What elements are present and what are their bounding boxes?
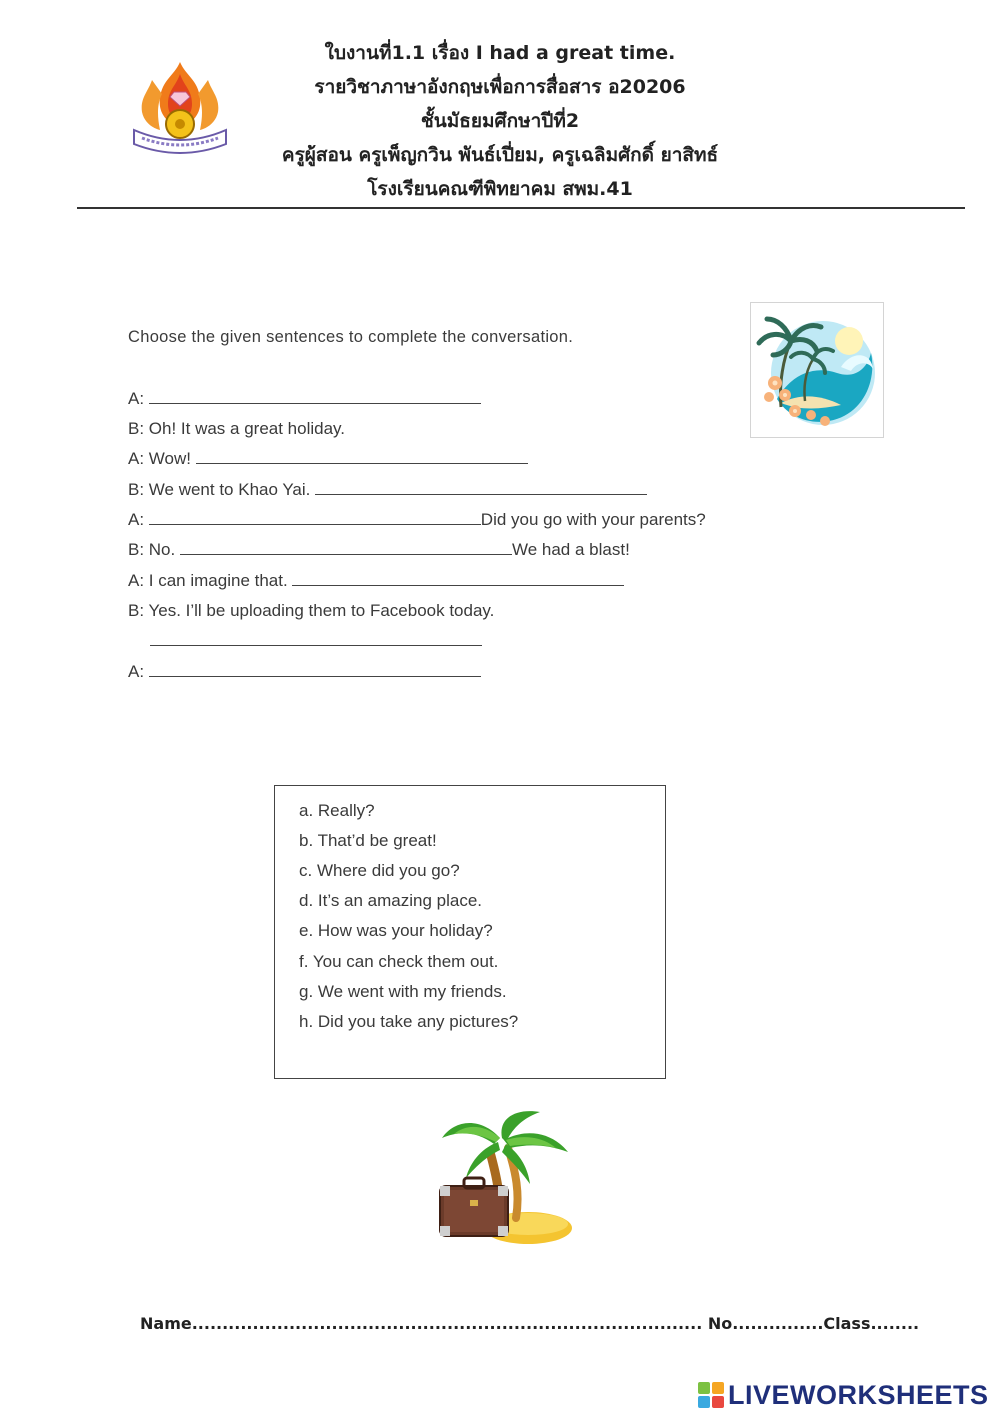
conversation-line-8: B: Yes. I’ll be uploading them to Facebook today. [128,601,495,620]
answer-blank-8[interactable] [149,658,481,677]
speaker-prefix: A: [128,662,145,681]
beach-illustration [750,302,884,438]
speaker-prefix: A: [128,389,145,408]
option-d: d. It’s an amazing place. [299,891,483,910]
answer-blank-5[interactable] [180,536,512,555]
line-text: A: I can imagine that. [128,571,288,590]
school-logo [128,58,232,158]
header-line-1: ใบงานที่1.1 เรื่อง I had a great time. [324,42,676,64]
answer-blank-3[interactable] [315,476,647,495]
option-h: h. Did you take any pictures? [299,1012,519,1031]
header-line-2: รายวิชาภาษาอังกฤษเพื่อการสื่อสาร อ20206 [314,76,686,98]
conversation-line-2: B: Oh! It was a great holiday. [128,419,346,438]
island-suitcase-illustration [436,1108,576,1250]
answer-options-box [274,785,666,1079]
line-text: We had a blast! [511,540,630,559]
option-c: c. Where did you go? [299,861,460,880]
option-g: g. We went with my friends. [299,982,507,1001]
option-f: f. You can check them out. [299,952,499,971]
answer-blank-4[interactable] [149,506,481,525]
answer-blank-1[interactable] [149,385,481,404]
answer-blank-7[interactable] [150,627,482,646]
line-text: Did you go with your parents? [480,510,706,529]
conversation-line-6 [128,535,630,565]
answer-blank-2[interactable] [196,445,528,464]
option-a: a. Really? [299,801,375,820]
brand-name: LIVEWORKSHEETS [728,1379,989,1410]
header-line-5: โรงเรียนคณฑีพิทยาคม สพม.41 [367,178,633,200]
instruction-text: Choose the given sentences to complete the conversation. [128,328,574,346]
line-text: B: We went to Khao Yai. [128,480,311,499]
line-text: A: Wow! [128,449,191,468]
conversation-line-5 [128,505,706,535]
conversation-line-10 [128,657,481,687]
line-text: B: No. [128,540,176,559]
liveworksheets-brand [698,1378,989,1412]
option-e: e. How was your holiday? [299,921,493,940]
answer-blank-6[interactable] [292,567,624,586]
conversation-line-3 [128,444,528,474]
conversation-line-9 [150,626,482,656]
conversation-line-7 [128,566,624,596]
header-line-3: ชั้นมัธยมศึกษาปีที่2 [420,110,580,132]
conversation-line-1 [128,384,481,414]
worksheet-header [250,36,750,206]
speaker-prefix: A: [128,510,145,529]
header-line-4: ครูผู้สอน ครูเพ็ญกวิน พันธ์เปี่ยม, ครูเฉลิมศักดิ์ ยาสิทธ์ [281,144,719,166]
conversation-line-4 [128,475,647,505]
header-divider [77,207,965,209]
option-b: b. That’d be great! [299,831,437,850]
brand-logo-icon [698,1382,724,1408]
student-info-line: Name.................................................................................... No...............Class........ [140,1314,920,1333]
